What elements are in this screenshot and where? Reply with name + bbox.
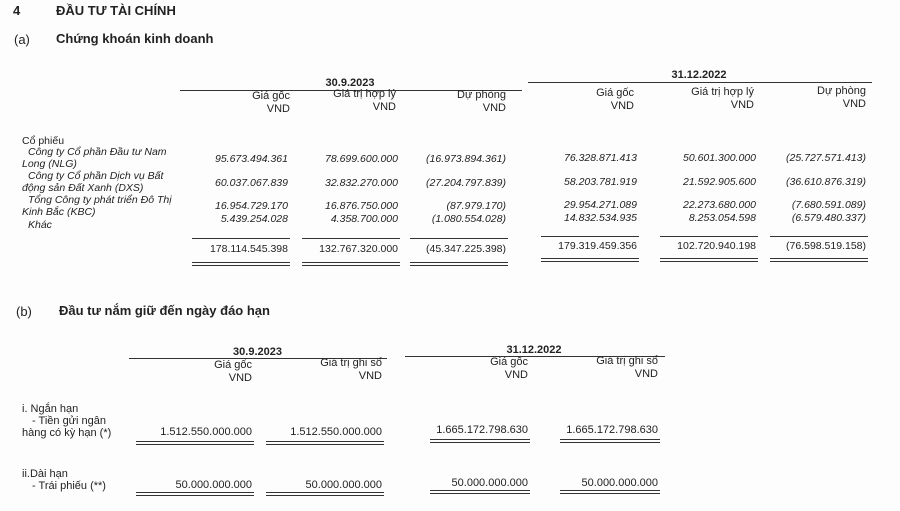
cell-value: (16.973.894.361): [426, 153, 506, 165]
total-double-rule: [192, 262, 290, 266]
cell-value: 50.000.000.000: [451, 477, 528, 489]
part-a-title: Chứng khoán kinh doanh: [56, 31, 214, 46]
col-header-book-b-2023: Giá trị ghi sổ VND: [320, 357, 382, 382]
cell-value: 95.673.494.361: [215, 153, 288, 165]
row-label-other: Khác: [28, 219, 52, 231]
cell-value: (27.204.797.839): [426, 177, 506, 189]
total-double-rule: [660, 258, 758, 262]
cell-value: 32.832.270.000: [325, 177, 398, 189]
total-double-rule: [430, 439, 530, 443]
cell-value: (7.680.591.089): [791, 199, 866, 211]
col-header-cost-b-2023: Giá gốc VND: [214, 359, 252, 384]
cell-value: 14.832.534.935: [564, 212, 637, 224]
period-header-b-2022: 31.12.2022: [506, 344, 562, 356]
col-header-prov-2023: Dự phòng VND: [457, 89, 506, 114]
total-double-rule: [541, 258, 639, 262]
period-rule: [528, 82, 872, 83]
total-double-rule: [560, 439, 660, 443]
total-double-rule: [266, 492, 384, 496]
total-double-rule: [136, 492, 254, 496]
total-value: 178.114.545.398: [209, 243, 288, 255]
total-value: (76.598.519.158): [786, 240, 866, 252]
row-label-bonds: - Trái phiếu (**): [32, 480, 106, 492]
row-label-dxs: Công ty Cổ phần Dịch vụ Bất động sản Đất Xanh (DXS): [22, 170, 164, 194]
part-b-marker: (b): [16, 304, 32, 319]
total-value: 179.319.459.356: [558, 240, 637, 252]
cell-value: 1.665.172.798.630: [566, 424, 658, 436]
cell-value: (1.080.554.028): [431, 213, 506, 225]
cell-value: 8.253.054.598: [688, 212, 756, 224]
cell-value: (25.727.571.413): [786, 152, 866, 164]
group-label-short-term: i. Ngắn hạn: [22, 403, 79, 415]
subtotal-rule: [660, 236, 758, 237]
total-double-rule: [302, 262, 400, 266]
cell-value: 50.000.000.000: [305, 479, 382, 491]
total-value: 102.720.940.198: [677, 240, 756, 252]
total-double-rule: [770, 258, 868, 262]
cell-value: 21.592.905.600: [683, 176, 756, 188]
section-number: 4: [13, 3, 21, 18]
row-label-term-deposits: - Tiền gửi ngân hàng có kỳ hạn (*): [22, 415, 112, 439]
total-double-rule: [560, 490, 660, 494]
cell-value: 22.273.680.000: [683, 199, 756, 211]
period-header-a-2022: 31.12.2022: [671, 69, 727, 81]
total-value: 132.767.320.000: [319, 243, 398, 255]
cell-value: 78.699.600.000: [325, 153, 398, 165]
cell-value: 50.601.300.000: [683, 152, 756, 164]
subtotal-rule: [770, 236, 868, 237]
total-value: (45.347.225.398): [426, 243, 506, 255]
cell-value: 16.876.750.000: [325, 200, 398, 212]
cell-value: 16.954.729.170: [215, 200, 288, 212]
total-double-rule: [430, 490, 530, 494]
col-header-book-b-2022: Giá trị ghi sổ VND: [596, 355, 658, 380]
group-label-shares: Cổ phiếu: [22, 135, 65, 147]
cell-value: (6.579.480.337): [791, 212, 866, 224]
col-header-prov-2022: Dự phòng VND: [817, 85, 866, 110]
section-title: ĐẦU TƯ TÀI CHÍNH: [56, 3, 176, 18]
cell-value: 5.439.254.028: [220, 213, 288, 225]
part-a-marker: (a): [14, 32, 30, 47]
cell-value: 76.328.871.413: [564, 152, 637, 164]
cell-value: 60.037.067.839: [215, 177, 288, 189]
col-header-cost-2023: Giá gốc VND: [252, 90, 290, 115]
subtotal-rule: [192, 238, 290, 239]
total-double-rule: [136, 441, 254, 445]
cell-value: (36.610.876.319): [786, 176, 866, 188]
cell-value: 1.512.550.000.000: [160, 426, 252, 438]
group-label-long-term: ii.Dài hạn: [22, 468, 68, 480]
cell-value: 58.203.781.919: [564, 176, 637, 188]
cell-value: 29.954.271.089: [564, 199, 637, 211]
cell-value: 50.000.000.000: [581, 477, 658, 489]
cell-value: 1.665.172.798.630: [436, 424, 528, 436]
col-header-fair-2023: Giá trị hợp lý VND: [333, 88, 396, 113]
cell-value: 4.358.700.000: [330, 213, 398, 225]
subtotal-rule: [302, 238, 400, 239]
period-header-b-2023: 30.9.2023: [233, 346, 282, 358]
col-header-fair-2022: Giá trị hợp lý VND: [691, 86, 754, 111]
part-b-title: Đầu tư nắm giữ đến ngày đáo hạn: [59, 303, 270, 318]
total-double-rule: [266, 441, 384, 445]
cell-value: (87.979.170): [446, 200, 506, 212]
period-header-a-2023: 30.9.2023: [325, 77, 375, 89]
cell-value: 50.000.000.000: [175, 479, 252, 491]
cell-value: 1.512.550.000.000: [290, 426, 382, 438]
row-label-nlg: Công ty Cổ phần Đầu tư Nam Long (NLG): [22, 146, 167, 170]
col-header-cost-b-2022: Giá gốc VND: [490, 356, 528, 381]
subtotal-rule: [410, 238, 508, 239]
row-label-kbc: Tổng Công ty phát triển Đô Thị Kinh Bắc (KBC): [22, 194, 172, 218]
col-header-cost-2022: Giá gốc VND: [596, 87, 634, 112]
total-double-rule: [410, 262, 508, 266]
subtotal-rule: [541, 236, 639, 237]
